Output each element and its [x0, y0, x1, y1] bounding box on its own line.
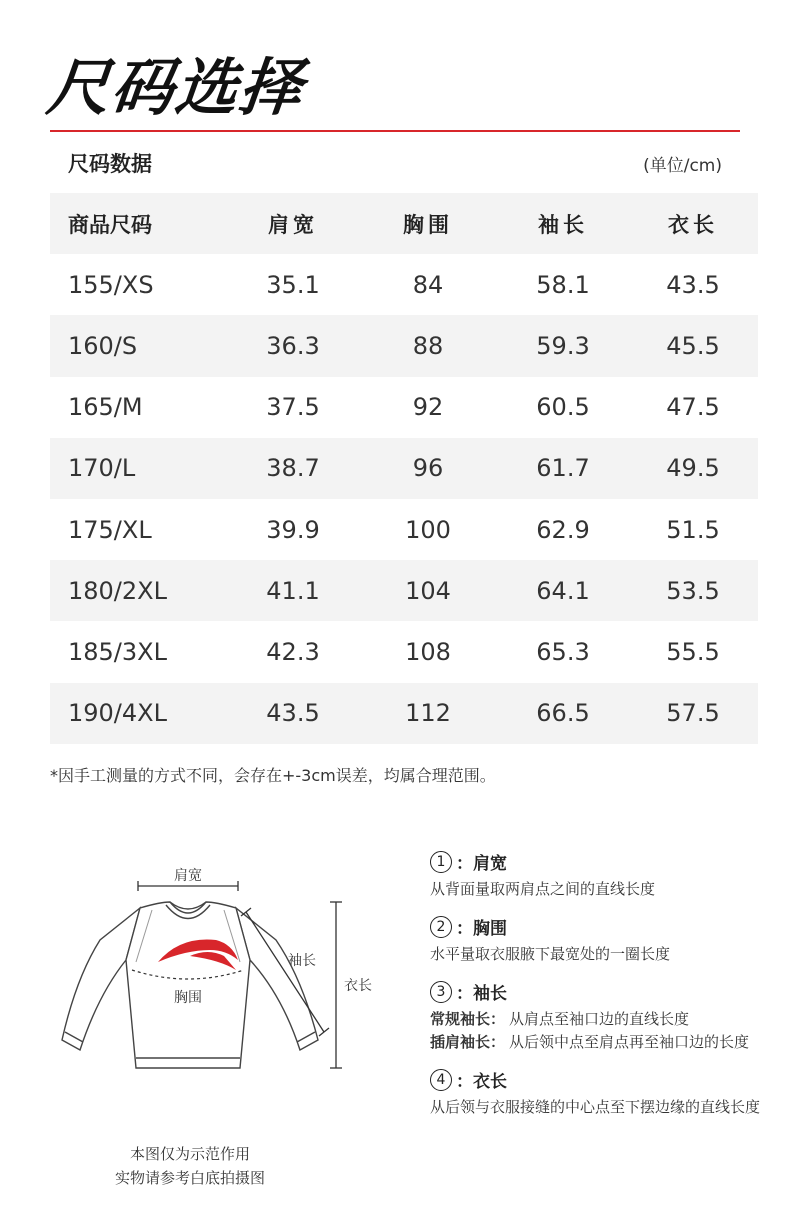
cell-length: 51.5: [666, 515, 720, 544]
sweatshirt-diagram: [40, 850, 410, 1100]
cell-length: 45.5: [628, 315, 758, 376]
cell-shoulder: 43.5: [228, 683, 358, 744]
legend-sleeve-title: ：袖长: [456, 984, 507, 1004]
table-row: [50, 499, 758, 560]
page-title: 尺码选择: [43, 51, 308, 124]
cell-sleeve: 65.3: [536, 637, 590, 666]
cell-shoulder: 37.5: [266, 393, 320, 422]
regular-sleeve-desc: 从肩点至袖口边的直线长度: [509, 1010, 690, 1028]
cell-sleeve: 66.5: [498, 683, 628, 744]
size-table: [50, 193, 758, 744]
cell-sleeve: 62.9: [536, 515, 590, 544]
cell-chest: 112: [358, 683, 498, 744]
title-divider: [50, 130, 740, 132]
table-row: [50, 621, 758, 682]
table-row: [50, 683, 758, 744]
header-length: 衣长: [628, 193, 758, 254]
cell-chest: 96: [358, 438, 498, 499]
header-size: 商品尺码: [50, 193, 228, 254]
cell-length: 43.5: [666, 270, 720, 299]
cell-size: 185/3XL: [68, 637, 167, 666]
cell-size: 170/L: [50, 438, 228, 499]
legend-shoulder: [430, 850, 760, 901]
diagram-caption: [60, 1142, 320, 1190]
raglan-sleeve-desc: 从后领中点至肩点再至袖口边的长度: [509, 1033, 750, 1051]
sweatshirt-outline: [62, 902, 318, 1068]
cell-shoulder: 42.3: [266, 637, 320, 666]
cell-size: 190/4XL: [50, 683, 228, 744]
cell-size: 175/XL: [68, 515, 152, 544]
cell-chest: 84: [412, 270, 444, 299]
cell-shoulder: 39.9: [266, 515, 320, 544]
cell-sleeve: 60.5: [536, 393, 590, 422]
cell-length: 57.5: [628, 683, 758, 744]
header-shoulder: 肩宽: [228, 193, 358, 254]
cell-length: 49.5: [628, 438, 758, 499]
legend-length-desc: 从后领与衣服接缝的中心点至下摆边缘的直线长度: [430, 1098, 761, 1116]
cell-shoulder: 38.7: [228, 438, 358, 499]
circled-number-3: 3: [430, 981, 452, 1003]
cell-sleeve: 61.7: [498, 438, 628, 499]
measurement-note: *因手工测量的方式不同，会存在+-3cm误差，均属合理范围。: [50, 766, 496, 785]
cell-sleeve: 59.3: [498, 315, 628, 376]
caption-line-2: 实物请参考白底拍摄图: [114, 1169, 265, 1187]
cell-size: 180/2XL: [50, 560, 228, 621]
label-chest: 胸围: [174, 990, 202, 1006]
cell-size: 160/S: [50, 315, 228, 376]
label-shoulder: 肩宽: [174, 868, 202, 884]
cell-chest: 88: [358, 315, 498, 376]
table-row: [50, 254, 758, 315]
raglan-sleeve-key: 插肩袖长：: [430, 1033, 506, 1051]
legend-shoulder-title: ：肩宽: [456, 854, 507, 874]
table-header-row: [50, 193, 758, 254]
header-chest: 胸围: [358, 193, 498, 254]
cell-chest: 92: [412, 393, 444, 422]
circled-number-4: 4: [430, 1069, 452, 1091]
label-length: 衣长: [344, 978, 372, 994]
cell-size: 155/XS: [68, 270, 154, 299]
legend-sleeve: [430, 980, 760, 1054]
cell-sleeve: 64.1: [498, 560, 628, 621]
cell-size: 165/M: [68, 393, 143, 422]
legend-chest-title: ：胸围: [456, 919, 507, 939]
legend-chest: [430, 915, 760, 966]
table-row: [50, 315, 758, 376]
legend-length: [430, 1068, 760, 1119]
cell-chest: 104: [358, 560, 498, 621]
circled-number-2: 2: [430, 916, 452, 938]
legend-chest-desc: 水平量取衣服腋下最宽处的一圈长度: [430, 945, 671, 963]
circled-number-1: 1: [430, 851, 452, 873]
cell-chest: 108: [405, 637, 451, 666]
length-measure-line: [330, 902, 342, 1068]
cell-sleeve: 58.1: [536, 270, 590, 299]
cell-shoulder: 36.3: [228, 315, 358, 376]
legend-shoulder-desc: 从背面量取两肩点之间的直线长度: [430, 880, 656, 898]
table-row: [50, 377, 758, 438]
cell-length: 53.5: [628, 560, 758, 621]
cell-chest: 100: [405, 515, 451, 544]
measurement-legend: [430, 850, 760, 1133]
header-sleeve: 袖长: [498, 193, 628, 254]
table-row: [50, 438, 758, 499]
legend-length-title: ：衣长: [456, 1072, 507, 1092]
cell-shoulder: 41.1: [228, 560, 358, 621]
cell-length: 55.5: [666, 637, 720, 666]
unit-label: (单位/cm): [643, 156, 722, 176]
label-sleeve: 袖长: [288, 953, 316, 969]
caption-line-1: 本图仅为示范作用: [129, 1145, 250, 1163]
regular-sleeve-key: 常规袖长：: [430, 1010, 506, 1028]
section-title: 尺码数据: [68, 152, 152, 176]
table-row: [50, 560, 758, 621]
cell-length: 47.5: [666, 393, 720, 422]
cell-shoulder: 35.1: [266, 270, 320, 299]
